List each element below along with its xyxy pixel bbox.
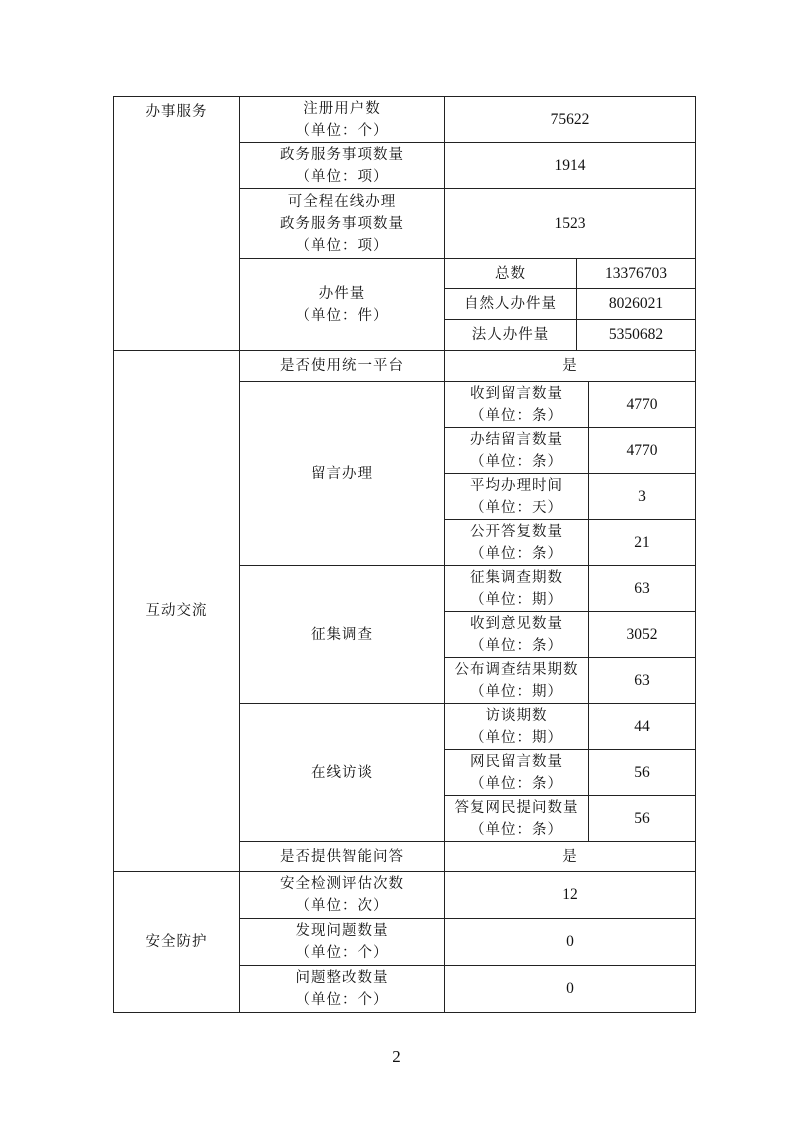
online-items-label bbox=[239, 188, 445, 259]
interview-answers-unit: （单位：条） bbox=[470, 821, 563, 838]
survey-opinions-label bbox=[444, 611, 589, 658]
handled-natural-label: 自然人办件量 bbox=[444, 288, 577, 320]
survey-results-unit: （单位：期） bbox=[470, 683, 563, 700]
online-items-label-line2: 政务服务事项数量 bbox=[280, 215, 404, 232]
interview-messages-label bbox=[444, 749, 589, 796]
service-items-value: 1914 bbox=[444, 142, 696, 189]
survey-results-label bbox=[444, 657, 589, 704]
interview-messages-value: 56 bbox=[588, 749, 696, 796]
messages-resolved-value: 4770 bbox=[588, 427, 696, 474]
handled-legal-value: 5350682 bbox=[576, 319, 696, 351]
survey-opinions-unit: （单位：条） bbox=[470, 637, 563, 654]
survey-periods-value: 63 bbox=[588, 565, 696, 612]
survey-results-label-text: 公布调查结果期数 bbox=[454, 661, 579, 678]
registered-users-value: 75622 bbox=[444, 96, 696, 143]
section-service-title: 办事服务 bbox=[113, 96, 240, 351]
registered-users-unit: （单位：个） bbox=[295, 122, 389, 139]
handled-label-text: 办件量 bbox=[318, 285, 366, 302]
security-fixed-unit: （单位：个） bbox=[295, 992, 389, 1008]
security-checks-value: 12 bbox=[444, 871, 696, 919]
service-items-label-text: 政务服务事项数量 bbox=[280, 146, 404, 163]
security-fixed-label bbox=[239, 965, 445, 1013]
unified-platform-value: 是 bbox=[444, 350, 696, 382]
messages-avg-time-label bbox=[444, 473, 589, 520]
handled-total-value: 13376703 bbox=[576, 258, 696, 289]
messages-received-value: 4770 bbox=[588, 381, 696, 428]
messages-public-label bbox=[444, 519, 589, 566]
interview-answers-value: 56 bbox=[588, 795, 696, 842]
interview-messages-label-text: 网民留言数量 bbox=[470, 753, 563, 770]
survey-periods-label-text: 征集调查期数 bbox=[470, 569, 563, 586]
handled-label bbox=[239, 258, 445, 351]
survey-opinions-value: 3052 bbox=[588, 611, 696, 658]
messages-resolved-label bbox=[444, 427, 589, 474]
messages-group-title: 留言办理 bbox=[239, 381, 445, 566]
handled-legal-label: 法人办件量 bbox=[444, 319, 577, 351]
security-fixed-value: 0 bbox=[444, 965, 696, 1013]
interview-group-title: 在线访谈 bbox=[239, 703, 445, 842]
security-found-value: 0 bbox=[444, 918, 696, 966]
survey-periods-unit: （单位：期） bbox=[470, 591, 563, 608]
security-found-unit: （单位：个） bbox=[295, 945, 389, 961]
interview-periods-label-text: 访谈期数 bbox=[485, 707, 548, 724]
messages-public-value: 21 bbox=[588, 519, 696, 566]
security-fixed-label-text: 问题整改数量 bbox=[295, 970, 389, 986]
survey-group-title: 征集调查 bbox=[239, 565, 445, 704]
unified-platform-label: 是否使用统一平台 bbox=[239, 350, 445, 382]
online-items-value: 1523 bbox=[444, 188, 696, 259]
handled-natural-value: 8026021 bbox=[576, 288, 696, 320]
security-found-label bbox=[239, 918, 445, 966]
handled-unit: （单位：件） bbox=[295, 307, 389, 324]
interview-answers-label-text: 答复网民提问数量 bbox=[454, 799, 579, 816]
smart-qa-value: 是 bbox=[444, 841, 696, 872]
page-number: 2 bbox=[392, 1047, 401, 1066]
messages-received-label-text: 收到留言数量 bbox=[470, 385, 563, 402]
registered-users-label bbox=[239, 96, 445, 143]
service-items-label bbox=[239, 142, 445, 189]
security-found-label-text: 发现问题数量 bbox=[295, 923, 389, 939]
messages-resolved-label-text: 办结留言数量 bbox=[470, 431, 563, 448]
service-items-unit: （单位：项） bbox=[295, 168, 389, 185]
online-items-label-line1: 可全程在线办理 bbox=[287, 193, 397, 210]
section-interaction-title: 互动交流 bbox=[113, 350, 240, 872]
interview-periods-unit: （单位：期） bbox=[470, 729, 563, 746]
messages-avg-time-unit: （单位：天） bbox=[470, 499, 563, 516]
online-items-unit: （单位：项） bbox=[295, 237, 389, 254]
messages-public-unit: （单位：条） bbox=[470, 545, 563, 562]
interview-periods-label bbox=[444, 703, 589, 750]
section-security-title: 安全防护 bbox=[113, 871, 240, 1013]
security-checks-label-text: 安全检测评估次数 bbox=[280, 876, 404, 892]
messages-resolved-unit: （单位：条） bbox=[470, 453, 563, 470]
survey-opinions-label-text: 收到意见数量 bbox=[470, 615, 563, 632]
interview-periods-value: 44 bbox=[588, 703, 696, 750]
messages-received-unit: （单位：条） bbox=[470, 407, 563, 424]
smart-qa-label: 是否提供智能问答 bbox=[239, 841, 445, 872]
interview-messages-unit: （单位：条） bbox=[470, 775, 563, 792]
messages-avg-time-label-text: 平均办理时间 bbox=[470, 477, 563, 494]
handled-total-label: 总数 bbox=[444, 258, 577, 289]
interview-answers-label bbox=[444, 795, 589, 842]
registered-users-label-text: 注册用户数 bbox=[303, 100, 381, 117]
security-checks-unit: （单位：次） bbox=[295, 898, 389, 914]
messages-public-label-text: 公开答复数量 bbox=[470, 523, 563, 540]
messages-received-label bbox=[444, 381, 589, 428]
survey-results-value: 63 bbox=[588, 657, 696, 704]
security-checks-label bbox=[239, 871, 445, 919]
survey-periods-label bbox=[444, 565, 589, 612]
messages-avg-time-value: 3 bbox=[588, 473, 696, 520]
